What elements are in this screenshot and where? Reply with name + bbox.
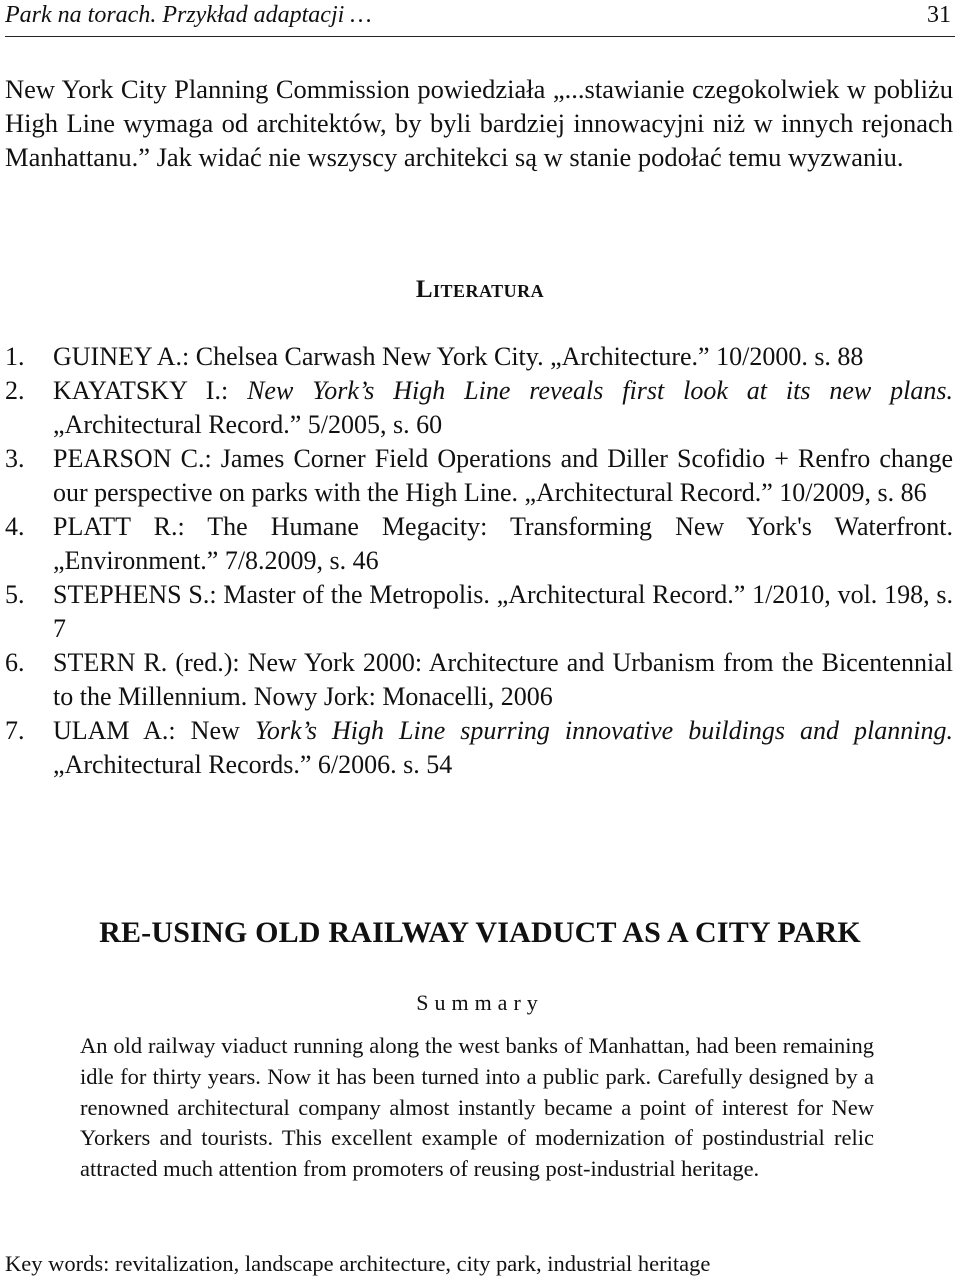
reference-number: 2. <box>5 376 25 405</box>
reference-text: STERN R. (red.): New York 2000: Architecture and Urbanism from the Bicentennial to the Millennium. Nowy Jork: Monacelli, 2006 <box>53 648 953 711</box>
reference-author: KAYATSKY I.: <box>53 376 229 405</box>
reference-number: 4. <box>5 512 25 541</box>
reference-item <box>5 374 953 442</box>
reference-number: 3. <box>5 444 25 473</box>
reference-item <box>5 442 953 510</box>
reference-number: 6. <box>5 648 25 677</box>
summary-title: RE-USING OLD RAILWAY VIADUCT AS A CITY PARK <box>99 916 861 949</box>
reference-item <box>5 578 953 646</box>
reference-item <box>5 646 953 714</box>
intro-paragraph: New York City Planning Commission powiedziała „...stawianie czegokolwiek w pobliżu High Line wymaga od architektów, by byli bardziej innowacyjni niż w innych rejonach Manhattanu.” Jak widać nie wszyscy architekci są w stanie podołać temu wyzwaniu. <box>5 74 953 172</box>
running-title: Park na torach. Przykład adaptacji … <box>5 2 372 28</box>
reference-title: York’s High Line spurring innovative buildings and planning. <box>254 716 953 745</box>
reference-text: PEARSON C.: James Corner Field Operations and Diller Scofidio + Renfro change our perspective on parks with the High Line. „Architectural Record.” 10/2009, s. 86 <box>53 444 953 507</box>
reference-item <box>5 510 953 578</box>
reference-list <box>5 340 953 782</box>
summary-body: An old railway viaduct running along the west banks of Manhattan, had been remaining idle for thirty years. Now it has been turned into a public park. Carefully designed by a renowned architectural company almost instantly became a point of interest for New Yorkers and tourists. This excellent example of modernization of postindustrial relic attracted much attention from promoters of reusing post-industrial heritage. <box>80 1033 874 1182</box>
reference-number: 5. <box>5 580 25 609</box>
reference-item <box>5 714 953 782</box>
reference-number: 1. <box>5 342 25 371</box>
literature-heading: Literatura <box>415 276 545 303</box>
reference-text: STEPHENS S.: Master of the Metropolis. „Architectural Record.” 1/2010, vol. 198, s. 7 <box>53 580 953 643</box>
reference-source: „Architectural Record.” 5/2005, s. 60 <box>53 410 443 439</box>
reference-source: „Architectural Records.” 6/2006. s. 54 <box>53 750 453 779</box>
keywords: Key words: revitalization, landscape architecture, city park, industrial heritage <box>5 1251 711 1276</box>
reference-number: 7. <box>5 716 25 745</box>
page-number: 31 <box>927 2 951 28</box>
reference-item <box>5 340 953 374</box>
reference-title: New York’s High Line reveals first look at its new plans. <box>247 376 953 405</box>
reference-author: ULAM A.: New <box>53 716 240 745</box>
reference-text: PLATT R.: The Humane Megacity: Transforming New York's Waterfront. „Environment.” 7/8.2009, s. 46 <box>53 512 953 575</box>
summary-label: Summary <box>416 990 544 1015</box>
page-header <box>5 0 955 37</box>
reference-text: GUINEY A.: Chelsea Carwash New York City. „Architecture.” 10/2000. s. 88 <box>53 342 864 371</box>
